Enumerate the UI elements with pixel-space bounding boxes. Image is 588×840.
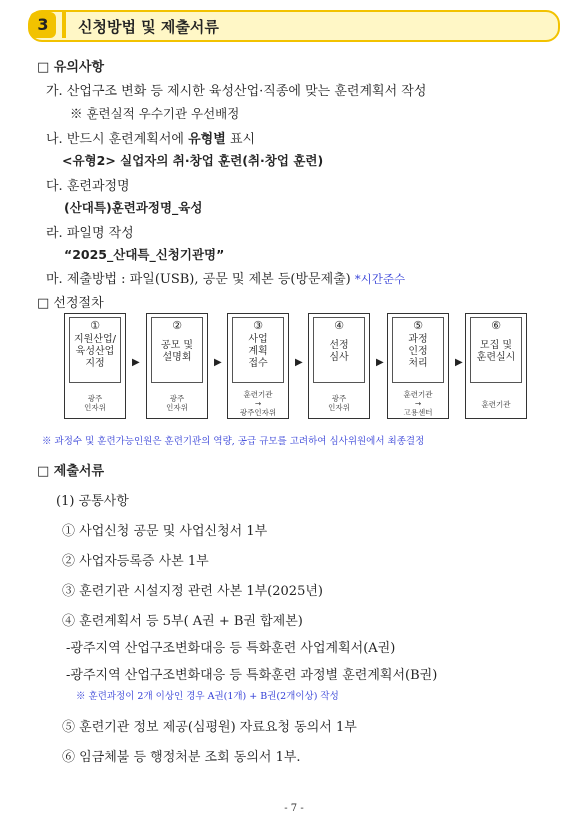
doc-item-6: ⑥ 임금체불 등 행정처분 조회 동의서 1부. bbox=[62, 750, 301, 765]
process-step-title bbox=[313, 317, 365, 383]
process-step-label: 지원산업/ bbox=[73, 334, 116, 345]
process-step-owner-line: → bbox=[414, 399, 422, 408]
process-step-number: ⑥ bbox=[491, 319, 501, 332]
page-number: - 7 - bbox=[284, 803, 304, 814]
section-number: 3 bbox=[30, 12, 56, 38]
process-step-4 bbox=[308, 313, 370, 419]
process-arrow-icon: ▶ bbox=[455, 357, 463, 368]
note-ra-sub: “2025_산대특_신청기관명” bbox=[64, 247, 225, 262]
process-step-title bbox=[69, 317, 121, 383]
process-step-label: 선정 bbox=[329, 340, 349, 351]
process-step-owner-line: 인자위 bbox=[166, 403, 188, 412]
process-step-title bbox=[470, 317, 522, 383]
process-step-owner-line: 인자위 bbox=[328, 403, 350, 412]
process-step-label: 인정 bbox=[408, 346, 428, 357]
note-ga: 가. 산업구조 변화 등 제시한 육성산업·직종에 맞는 훈련계획서 작성 bbox=[46, 84, 427, 99]
notes-heading: □ 유의사항 bbox=[37, 60, 105, 75]
process-step-owner-line: 인자위 bbox=[84, 403, 106, 412]
process-step-2 bbox=[146, 313, 208, 419]
process-step-owner bbox=[65, 394, 125, 412]
note-na-sub: <유형2> 실업자의 취·창업 훈련(취·창업 훈련) bbox=[62, 153, 324, 168]
process-step-3 bbox=[227, 313, 289, 419]
process-step-owner-line: 훈련기관 bbox=[243, 390, 273, 399]
documents-heading: □ 제출서류 bbox=[37, 464, 105, 479]
process-step-number: ③ bbox=[253, 319, 263, 332]
process-step-owner bbox=[388, 390, 448, 417]
note-na bbox=[46, 128, 255, 147]
note-ga-sub: ※ 훈련실적 우수기관 우선배정 bbox=[70, 106, 240, 121]
selection-heading: □ 선정절차 bbox=[37, 296, 104, 311]
doc-item-3: ③ 훈련기관 시설지정 관련 사본 1부(2025년) bbox=[62, 584, 323, 599]
selection-note: ※ 과정수 및 훈련가능인원은 훈련기관의 역량, 공급 규모를 고려하여 심사위원에서 최종결정 bbox=[42, 436, 425, 447]
process-step-owner bbox=[147, 394, 207, 412]
process-step-title bbox=[392, 317, 444, 383]
process-step-owner-line: 고용센터 bbox=[403, 408, 433, 417]
doc-item-4-a: -광주지역 산업구조변화대응 등 특화훈련 사업계획서(A권) bbox=[66, 641, 396, 656]
process-arrow-icon: ▶ bbox=[214, 357, 222, 368]
documents-common: (1) 공통사항 bbox=[56, 494, 129, 509]
process-step-owner bbox=[309, 394, 369, 412]
note-da: 다. 훈련과정명 bbox=[46, 179, 130, 194]
note-ma-time: *시간준수 bbox=[354, 272, 406, 286]
process-step-owner-line: → bbox=[254, 399, 262, 408]
process-step-label: 심사 bbox=[329, 352, 349, 363]
process-step-owner-line: 훈련기관 bbox=[481, 400, 511, 409]
doc-item-2: ② 사업자등록증 사본 1부 bbox=[62, 554, 209, 569]
process-step-number: ② bbox=[172, 319, 182, 332]
section-title: 신청방법 및 제출서류 bbox=[78, 18, 219, 36]
process-step-owner-line: 광주 bbox=[331, 394, 347, 403]
process-arrow-icon: ▶ bbox=[295, 357, 303, 368]
note-na-prefix: 나. 반드시 훈련계획서에 bbox=[46, 132, 189, 147]
process-step-owner-line: 광주 bbox=[87, 394, 103, 403]
process-step-label: 지정 bbox=[85, 358, 105, 369]
process-step-title bbox=[151, 317, 203, 383]
process-step-number: ① bbox=[90, 319, 100, 332]
process-step-label: 사업 bbox=[248, 334, 268, 345]
note-na-bold: 유형별 bbox=[188, 132, 226, 147]
process-arrow-icon: ▶ bbox=[376, 357, 384, 368]
process-step-title bbox=[232, 317, 284, 383]
process-step-owner-line: 광주 bbox=[169, 394, 185, 403]
process-step-label: 육성산업 bbox=[75, 346, 115, 357]
process-arrow-icon: ▶ bbox=[132, 357, 140, 368]
doc-item-1: ① 사업신청 공문 및 사업신청서 1부 bbox=[62, 524, 268, 539]
note-ma-text: 마. 제출방법 : 파일(USB), 공문 및 제본 등(방문제출) bbox=[46, 272, 351, 287]
process-step-label: 계획 bbox=[248, 346, 268, 357]
process-step-label: 훈련실시 bbox=[476, 352, 516, 363]
process-step-number: ④ bbox=[334, 319, 344, 332]
process-step-label: 과정 bbox=[408, 334, 428, 345]
doc-item-4-note: ※ 훈련과정이 2개 이상인 경우 A권(1개) + B권(2개이상) 작성 bbox=[76, 691, 339, 702]
note-ra: 라. 파일명 작성 bbox=[46, 226, 134, 241]
process-step-number: ⑤ bbox=[413, 319, 423, 332]
process-step-owner-line: 훈련기관 bbox=[403, 390, 433, 399]
process-step-6 bbox=[465, 313, 527, 419]
doc-item-4-b: -광주지역 산업구조변화대응 등 특화훈련 과정별 훈련계획서(B권) bbox=[66, 668, 438, 683]
note-na-suffix: 표시 bbox=[225, 132, 256, 147]
process-step-label: 모집 및 bbox=[479, 340, 513, 351]
process-step-owner-line: 광주인자위 bbox=[239, 408, 277, 417]
banner-divider bbox=[62, 12, 66, 38]
process-step-label: 접수 bbox=[248, 358, 268, 369]
doc-item-5: ⑤ 훈련기관 정보 제공(심평원) 자료요청 동의서 1부 bbox=[62, 720, 357, 735]
note-da-sub: (산대특)훈련과정명_육성 bbox=[64, 200, 203, 215]
process-step-label: 설명회 bbox=[162, 352, 192, 363]
process-step-5 bbox=[387, 313, 449, 419]
note-ma bbox=[46, 268, 405, 287]
process-step-owner bbox=[466, 400, 526, 409]
doc-item-4: ④ 훈련계획서 등 5부( A권 + B권 합제본) bbox=[62, 614, 303, 629]
process-step-1 bbox=[64, 313, 126, 419]
process-step-owner bbox=[228, 390, 288, 417]
process-step-label: 공모 및 bbox=[160, 340, 194, 351]
process-step-label: 처리 bbox=[408, 358, 428, 369]
